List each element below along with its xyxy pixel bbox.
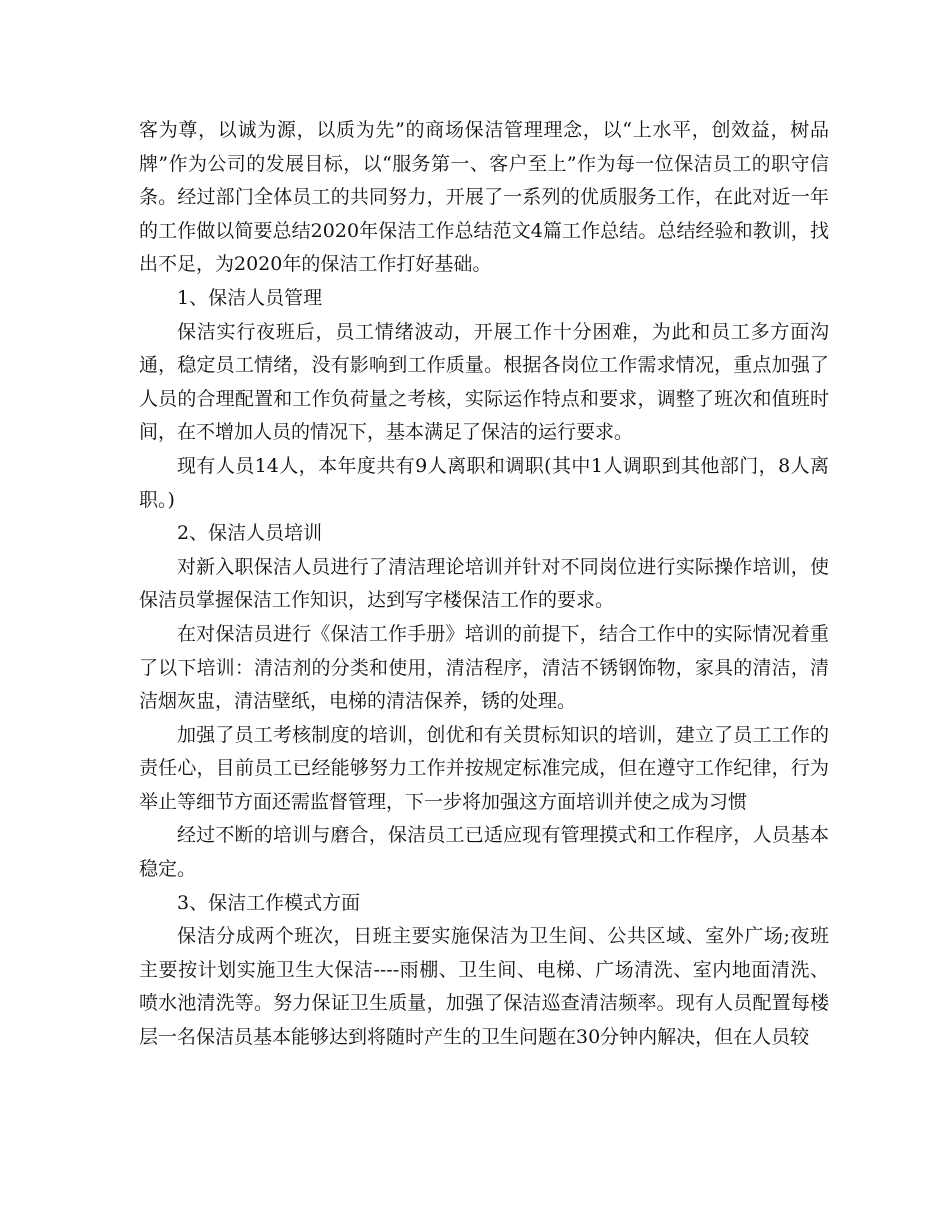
paragraph-new-staff-training: 对新入职保洁人员进行了清洁理论培训并针对不同岗位进行实际操作培训，使保洁员掌握保洁工作知识，达到写字楼保洁工作的要求。 [139, 555, 829, 612]
section-heading-work-mode: 3、保洁工作模式方面 [177, 891, 361, 914]
section-heading-staff-training: 2、保洁人员培训 [177, 522, 323, 545]
paragraph-assessment-training: 加强了员工考核制度的培训，创优和有关贯标知识的培训，建立了员工工作的责任心，目前员工已经能够努力工作并按规定标准完成，但在遵守工作纪律，行为举止等细节方面还需监督管理，下一步将加强这方面培训并使之成为习惯 [139, 723, 829, 813]
section-heading-staff-management: 1、保洁人员管理 [177, 286, 323, 309]
paragraph-intro: 客为尊，以诚为源，以质为先”的商场保洁管理理念，以“上水平，创效益，树品牌”作为公司的发展目标，以“服务第一、客户至上”作为每一位保洁员工的职守信条。经过部门全体员工的共同努力，开展了一系列的优质服务工作，在此对近一年的工作做以简要总结2020年保洁工作总结范文4篇工作总结。总结经验和教训，找出不足，为2020年的保洁工作打好基础。 [139, 119, 829, 276]
paragraph-work-mode: 保洁分成两个班次，日班主要实施保洁为卫生间、公共区域、室外广场;夜班主要按计划实施卫生大保洁----雨棚、卫生间、电梯、广场清洗、室内地面清洗、喷水池清洗等。努力保证卫生质量，加强了保洁巡查清洁频率。现有人员配置每楼层一名保洁员基本能够达到将随时产生的卫生问题在30分钟内解决，但在人员较 [139, 925, 829, 1049]
paragraph-training-result: 经过不断的培训与磨合，保洁员工已适应现有管理摸式和工作程序，人员基本稳定。 [139, 824, 829, 881]
document-body [139, 114, 829, 1055]
paragraph-staff-count: 现有人员14人，本年度共有9人离职和调职(其中1人调职到其他部门，8人离职。) [139, 454, 829, 511]
paragraph-manual-training: 在对保洁员进行《保洁工作手册》培训的前提下，结合工作中的实际情况着重了以下培训：清洁剂的分类和使用，清洁程序，清洁不锈钢饰物，家具的清洁，清洁烟灰盅，清洁壁纸，电梯的清洁保养，锈的处理。 [139, 622, 829, 713]
paragraph-staff-management: 保洁实行夜班后，员工情绪波动，开展工作十分困难，为此和员工多方面沟通，稳定员工情绪，没有影响到工作质量。根据各岗位工作需求情况，重点加强了人员的合理配置和工作负荷量之考核，实际运作特点和要求，调整了班次和值班时间，在不增加人员的情况下，基本满足了保洁的运行要求。 [139, 320, 829, 444]
